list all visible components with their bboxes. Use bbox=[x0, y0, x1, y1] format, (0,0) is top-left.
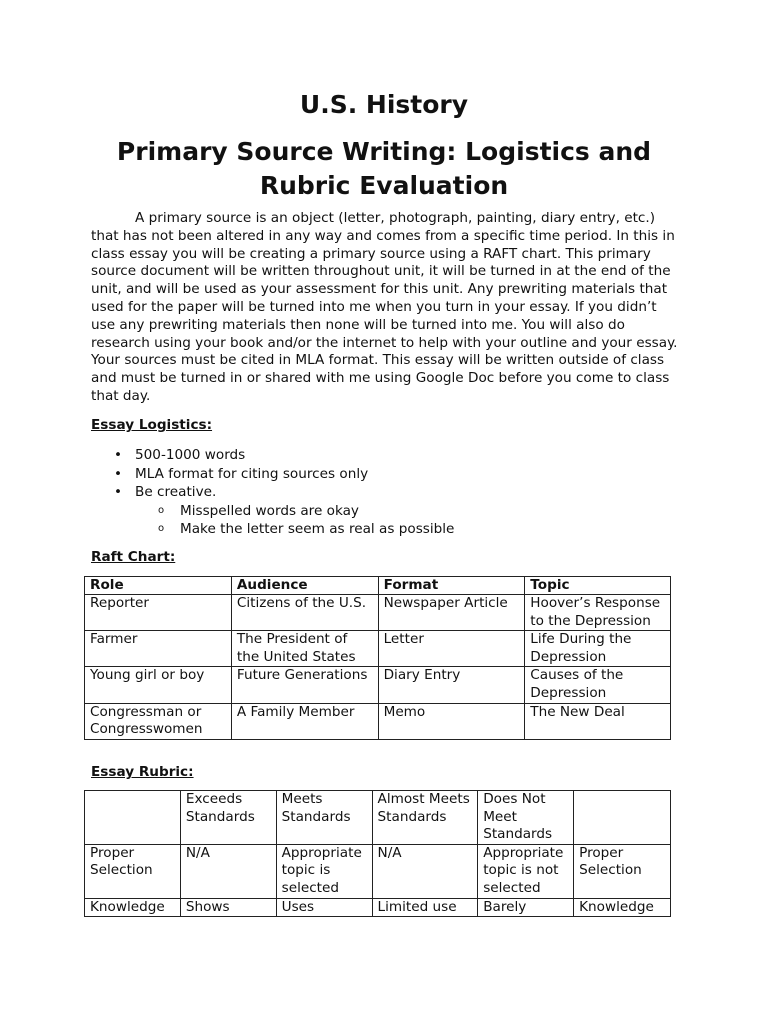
table-cell: Barely bbox=[478, 898, 574, 917]
logistics-list bbox=[91, 446, 454, 539]
page-title: U.S. History bbox=[299, 90, 469, 119]
logistics-sublist bbox=[135, 502, 454, 539]
table-cell: N/A bbox=[372, 844, 478, 898]
column-header: Meets Standards bbox=[276, 791, 372, 845]
table-row bbox=[85, 667, 671, 703]
column-header: Does Not Meet Standards bbox=[478, 791, 574, 845]
document-subtitle bbox=[0, 135, 768, 203]
circle-bullet-icon: o bbox=[158, 504, 165, 516]
list-item: • MLA format for citing sources only bbox=[114, 465, 369, 482]
table-cell: Hoover’s Response to the Depression bbox=[525, 595, 671, 631]
table-cell: N/A bbox=[180, 844, 276, 898]
table-row bbox=[85, 595, 671, 631]
column-header bbox=[85, 791, 181, 845]
circle-bullet-icon: o bbox=[158, 523, 165, 534]
bullet-icon: • bbox=[114, 465, 123, 482]
table-cell: Shows bbox=[180, 898, 276, 917]
table-cell: Limited use bbox=[372, 898, 478, 917]
intro-paragraph bbox=[91, 210, 681, 406]
table-cell: Reporter bbox=[85, 595, 232, 631]
column-header: Format bbox=[378, 577, 525, 595]
column-header: Role bbox=[85, 577, 232, 595]
table-cell: Causes of the Depression bbox=[525, 667, 671, 703]
column-header: Exceeds Standards bbox=[180, 791, 276, 845]
table-cell: Appropriate topic is selected bbox=[276, 844, 372, 898]
table-cell: Knowledge bbox=[574, 898, 671, 917]
subtitle-line-2: Rubric Evaluation bbox=[259, 171, 509, 200]
intro-text: A primary source is an object (letter, photograph, painting, diary entry, etc.) that has not been altered in any way and comes from a specific time period. In this in class essay you will be creating a primary source using a RAFT chart. This primary source document will be written throughout unit, it will be turned in at the end of the unit, and will be used as your assessment for this unit. Any prewriting materials that used for the paper will be turned into me when you turn in your essay. If you didn’t use any prewriting materials then none will be turned into me. You will also do research using your book and/or the internet to help with your outline and your essay. Your sources must be cited in MLA format. This essay will be written outside of class and must be turned in or shared with me using Google Doc before you come to class that day. bbox=[91, 210, 678, 404]
table-cell: Future Generations bbox=[231, 667, 378, 703]
table-cell: Congressman or Congresswomen bbox=[85, 703, 232, 739]
list-item: • Be creative. o Misspelled words are okay o Make the letter seem as real as possible bbox=[114, 484, 455, 537]
table-cell: Life During the Depression bbox=[525, 631, 671, 667]
table-row bbox=[85, 703, 671, 739]
column-header: Audience bbox=[231, 577, 378, 595]
rubric-table bbox=[84, 790, 671, 917]
raft-heading: Raft Chart: bbox=[91, 549, 176, 565]
table-cell: The New Deal bbox=[525, 703, 671, 739]
subtitle-line-1: Primary Source Writing: Logistics and bbox=[116, 137, 652, 166]
table-cell: Appropriate topic is not selected bbox=[478, 844, 574, 898]
table-cell: Letter bbox=[378, 631, 525, 667]
raft-table bbox=[84, 576, 671, 740]
table-cell: Proper Selection bbox=[85, 844, 181, 898]
table-cell: Knowledge bbox=[85, 898, 181, 917]
column-header bbox=[574, 791, 671, 845]
table-cell: Newspaper Article bbox=[378, 595, 525, 631]
table-row bbox=[85, 898, 671, 917]
rubric-heading: Essay Rubric: bbox=[91, 764, 194, 780]
table-cell: A Family Member bbox=[231, 703, 378, 739]
table-cell: Diary Entry bbox=[378, 667, 525, 703]
column-header: Topic bbox=[525, 577, 671, 595]
table-cell: Farmer bbox=[85, 631, 232, 667]
table-row bbox=[85, 631, 671, 667]
table-header-row bbox=[85, 791, 671, 845]
table-cell: Citizens of the U.S. bbox=[231, 595, 378, 631]
logistics-heading: Essay Logistics: bbox=[91, 417, 213, 433]
column-header: Almost Meets Standards bbox=[372, 791, 478, 845]
table-cell: Young girl or boy bbox=[85, 667, 232, 703]
table-cell: Memo bbox=[378, 703, 525, 739]
sub-list-item: o Make the letter seem as real as possible bbox=[158, 521, 455, 537]
bullet-icon: • bbox=[114, 447, 123, 463]
sub-list-item: o Misspelled words are okay bbox=[158, 502, 359, 519]
table-row bbox=[85, 844, 671, 898]
table-cell: The President of the United States bbox=[231, 631, 378, 667]
table-header-row bbox=[85, 577, 671, 595]
list-item: • 500-1000 words bbox=[114, 447, 246, 463]
table-cell: Uses bbox=[276, 898, 372, 917]
table-cell: Proper Selection bbox=[574, 844, 671, 898]
bullet-icon: • bbox=[114, 484, 123, 500]
